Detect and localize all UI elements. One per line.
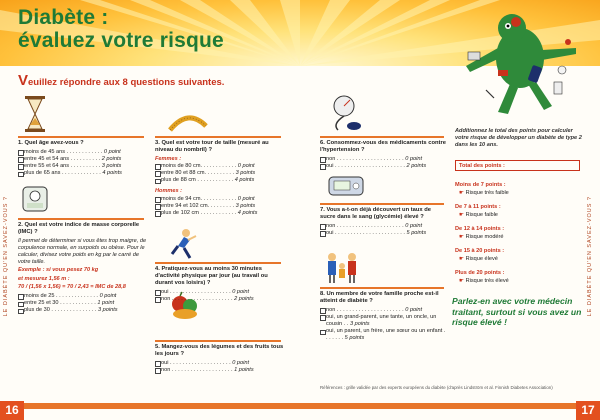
q2-option-3-points: 3 points [98,307,118,314]
q8-option-2[interactable] [320,314,446,328]
question-2 [18,222,150,315]
scoring-instructions: Additionnez le total des points pour calculer votre risque de développer un diabète de type 2 dans les 10 ans. [455,128,582,148]
mascot-illustration [458,8,586,120]
q3-women-option-1-label: moins de 80 cm. . . . . . . . . . . . [161,162,237,169]
glucose-meter-icon [328,176,364,196]
q3-men-option-3-label: plus de 102 cm . . . . . . . . . . . . [161,209,237,216]
q5-option-1[interactable] [155,360,285,367]
q1-option-1-points: 0 point [103,148,121,155]
title-line-1: Diabète : [18,6,109,29]
pointer-icon: ☛ [459,233,465,240]
q6-option-1-label: non . . . . . . . . . . . . . . . . . . . . . . [326,155,404,162]
q3-men-option-1[interactable] [155,196,285,203]
pointer-icon: ☛ [459,277,465,284]
q8-rule [320,287,444,289]
pointer-icon: ☛ [459,211,465,218]
runner-icon [168,228,198,260]
q7-option-1-points: 0 point [405,222,423,229]
q2-option-1-label: moins de 25 . . . . . . . . . . . . . . [24,292,98,299]
q4-option-1-points: 0 point [232,288,249,295]
q7-rule [320,203,444,205]
q2-option-1[interactable] [18,293,150,300]
title-line-2: évaluez votre risque [18,29,224,52]
instructions-subtitle [18,72,224,89]
result-3-risk: Risque modéré [465,233,504,240]
q6-option-1-points: 0 point [405,155,423,162]
q2-option-2[interactable] [18,300,150,307]
pointer-icon: ☛ [459,255,465,262]
tape-measure-icon [168,112,208,134]
q3-women-option-1[interactable] [155,163,285,170]
q6-option-2-label: oui . . . . . . . . . . . . . . . . . . . . . . . [326,162,405,169]
result-3-range: De 12 à 14 points : [455,226,505,232]
q3-men-option-1-label: moins de 94 cm. . . . . . . . . . . . [161,195,237,202]
q6-title: 6. Consommez-vous des médicaments contre l'hypertension ? [320,140,446,153]
family-icon [322,252,362,284]
result-3 [455,226,504,241]
references: Références : grille validée par des experts européens du diabète (d'après Lindström et al. Finnish Diabetes Association) [320,385,553,390]
result-4-risk-row [455,256,504,264]
q3-women-option-1-points: 0 point [237,162,255,169]
result-1-risk: Risque très faible [465,189,509,196]
q1-option-3-points: 3 points [101,162,122,169]
result-2 [455,204,501,219]
q3-men-option-2-label: entre 94 et 102 cm. . . . . . . . . [161,202,235,209]
result-2-risk: Risque faible [465,211,498,218]
result-2-range: De 7 à 11 points : [455,204,501,210]
q8-option-1-label: non . . . . . . . . . . . . . . . . . . . . . . [326,306,404,313]
q6-option-2[interactable] [320,163,446,170]
q5-title: 5. Mangez-vous des légumes et des fruits tous les jours ? [155,344,284,357]
q3-men-option-3-points: 4 points [237,209,258,216]
q2-option-3[interactable] [18,307,150,314]
q1-option-2-label: entre 45 et 54 ans . . . . . . . . . . [24,155,101,162]
question-1 [18,140,148,177]
q3-women-option-2[interactable] [155,170,285,177]
q3-men-heading: Hommes : [155,188,183,195]
q8-option-1[interactable] [320,307,446,314]
result-4-risk: Risque élevé [465,255,498,262]
q5-option-2[interactable] [155,367,285,374]
result-4-range: De 15 à 20 points : [455,248,505,254]
q2-formula: 70 / (1,56 x 1,56) = 70 / 2,43 = IMC de 28,8 [18,283,126,290]
q8-option-3[interactable] [320,328,446,342]
question-4 [155,266,285,303]
q7-title: 7. Vous a-t-on déjà découvert un taux de sucre dans le sang (glycémie) élevé ? [320,207,432,220]
q1-option-2-points: 2 points [101,155,122,162]
q8-option-1-points: 0 point [405,306,423,313]
q6-option-2-points: 2 points [406,162,427,169]
q6-option-1[interactable] [320,156,446,163]
blood-pressure-icon [324,94,364,132]
result-5-risk-row [455,278,509,286]
q1-title: 1. Quel âge avez-vous ? [18,140,84,146]
q1-option-4-points: 4 points [102,170,122,177]
result-2-risk-row [455,212,501,220]
bottom-bar [0,403,600,409]
q4-option-1[interactable] [155,289,285,296]
sidebar-left [3,196,13,381]
question-6 [320,140,446,170]
q2-example-intro-2: et mesurez 1,56 m : [18,275,70,282]
result-1 [455,182,509,197]
q1-option-3-label: entre 55 et 64 ans . . . . . . . . . . [24,162,101,169]
q2-option-2-label: entre 25 et 30 . . . . . . . . . . . . [24,300,96,307]
result-5-risk: Risque très élevé [465,277,509,284]
call-to-action: Parlez-en avec votre médecin traitant, surtout si vous avez un risque élevé ! [452,296,582,327]
q1-rule [18,136,144,138]
sidebar-right [587,196,597,381]
q5-option-1-label: oui . . . . . . . . . . . . . . . . . . . . [161,359,231,366]
question-5 [155,344,285,374]
q6-rule [320,136,444,138]
q1-option-3[interactable] [18,163,148,170]
page-number-left: 16 [0,401,24,420]
sidebar-right-text: LE DIABÈTE QU'EN SAVEZ-VOUS ? [587,196,593,317]
question-3 [155,140,285,217]
q1-option-2[interactable] [18,156,148,163]
q8-option-2-points: 3 points [349,320,370,327]
q7-option-2[interactable] [320,230,446,237]
q8-title: 8. Un membre de votre famille proche est-il atteint de diabète ? [320,291,439,304]
page-number-right: 17 [576,401,600,420]
q2-option-1-points: 0 point [99,292,117,299]
q4-rule [155,262,281,264]
q7-option-1[interactable] [320,223,446,230]
subtitle-text: euillez répondre aux 8 questions suivantes. [28,77,225,88]
result-5-block [455,270,509,285]
q1-option-4[interactable] [18,170,148,177]
q3-women-option-3-points: 4 points [234,177,255,184]
page-title [18,6,224,52]
q3-men-option-2[interactable] [155,203,285,210]
q4-option-2-label: non . . . . . . . . . . . . . . . . . . . . [161,295,233,302]
total-points-box[interactable]: Total des points : [455,160,580,171]
q7-option-2-points: 5 points [406,229,427,236]
q2-option-2-points: 1 point [97,300,115,307]
q3-men-option-1-points: 0 point [237,195,255,202]
q5-option-2-label: non . . . . . . . . . . . . . . . . . . . . [161,366,233,373]
q8-option-3-label: oui, un parent, un frère, une sœur ou un enfant . . . . . . . [326,328,446,342]
result-3-risk-row [455,234,504,242]
q2-example-intro: Exemple : si vous pesez 70 kg [18,267,99,274]
q4-option-1-label: oui . . . . . . . . . . . . . . . . . . . . [161,288,231,295]
question-7 [320,207,446,237]
q2-note: Il permet de déterminer si vous êtes trop maigre, de corpulence normale, en surpoids ou obèse. Pour le calculer, divisez votre poids en kg par le carré de votre taille. [18,237,147,266]
q3-men-option-3[interactable] [155,210,285,217]
subtitle-drop-cap: V [18,72,29,89]
q1-option-1-label: moins de 45 ans . . . . . . . . . . . . [24,148,103,155]
q8-option-3-points: 5 points [344,335,365,342]
q3-women-heading: Femmes : [155,155,182,162]
q4-option-2-points: 2 points [234,295,254,302]
result-1-range: Moins de 7 points : [455,182,506,188]
q4-option-2[interactable] [155,296,285,303]
q2-option-3-label: plus de 30 . . . . . . . . . . . . . . . [24,307,97,314]
result-5-range: Plus de 20 points : [455,270,505,276]
q3-women-option-2-label: entre 80 et 88 cm. . . . . . . . . . [161,169,235,176]
q5-rule [155,340,281,342]
result-4 [455,248,504,263]
q5-option-1-points: 0 point [232,359,249,366]
q3-women-option-3[interactable] [155,177,285,184]
q2-rule [18,218,144,220]
q1-option-1[interactable] [18,149,148,156]
q5-option-2-points: 1 points [234,366,254,373]
q3-women-option-2-points: 3 points [235,169,256,176]
q2-title: 2. Quel est votre indice de masse corporelle (IMC) ? [18,222,140,235]
q4-title: 4. Pratiquez-vous au moins 30 minutes d'activité physique par jour (au travail ou durant vos loisirs) ? [155,266,268,286]
q3-rule [155,136,281,138]
q3-title: 3. Quel est votre tour de taille (mesuré au niveau du nombril) ? [155,140,269,153]
hourglass-icon [24,96,46,132]
q7-option-2-label: oui . . . . . . . . . . . . . . . . . . . . . . . [326,229,405,236]
result-1-risk-row [455,190,509,198]
q8-option-2-label: oui, un grand-parent, une tante, un oncle, un cousin . . [326,313,437,327]
sidebar-left-text: LE DIABÈTE QU'EN SAVEZ-VOUS ? [3,196,9,317]
q3-men-option-2-points: 3 points [235,202,256,209]
question-8 [320,291,446,343]
q3-women-option-3-label: plus de 88 cm . . . . . . . . . . . . [161,177,234,184]
weighing-scale-icon [22,186,48,212]
q7-option-1-label: non . . . . . . . . . . . . . . . . . . . . . . [326,222,404,229]
q1-option-4-label: plus de 65 ans . . . . . . . . . . . . . [24,170,101,177]
pointer-icon: ☛ [459,189,465,196]
